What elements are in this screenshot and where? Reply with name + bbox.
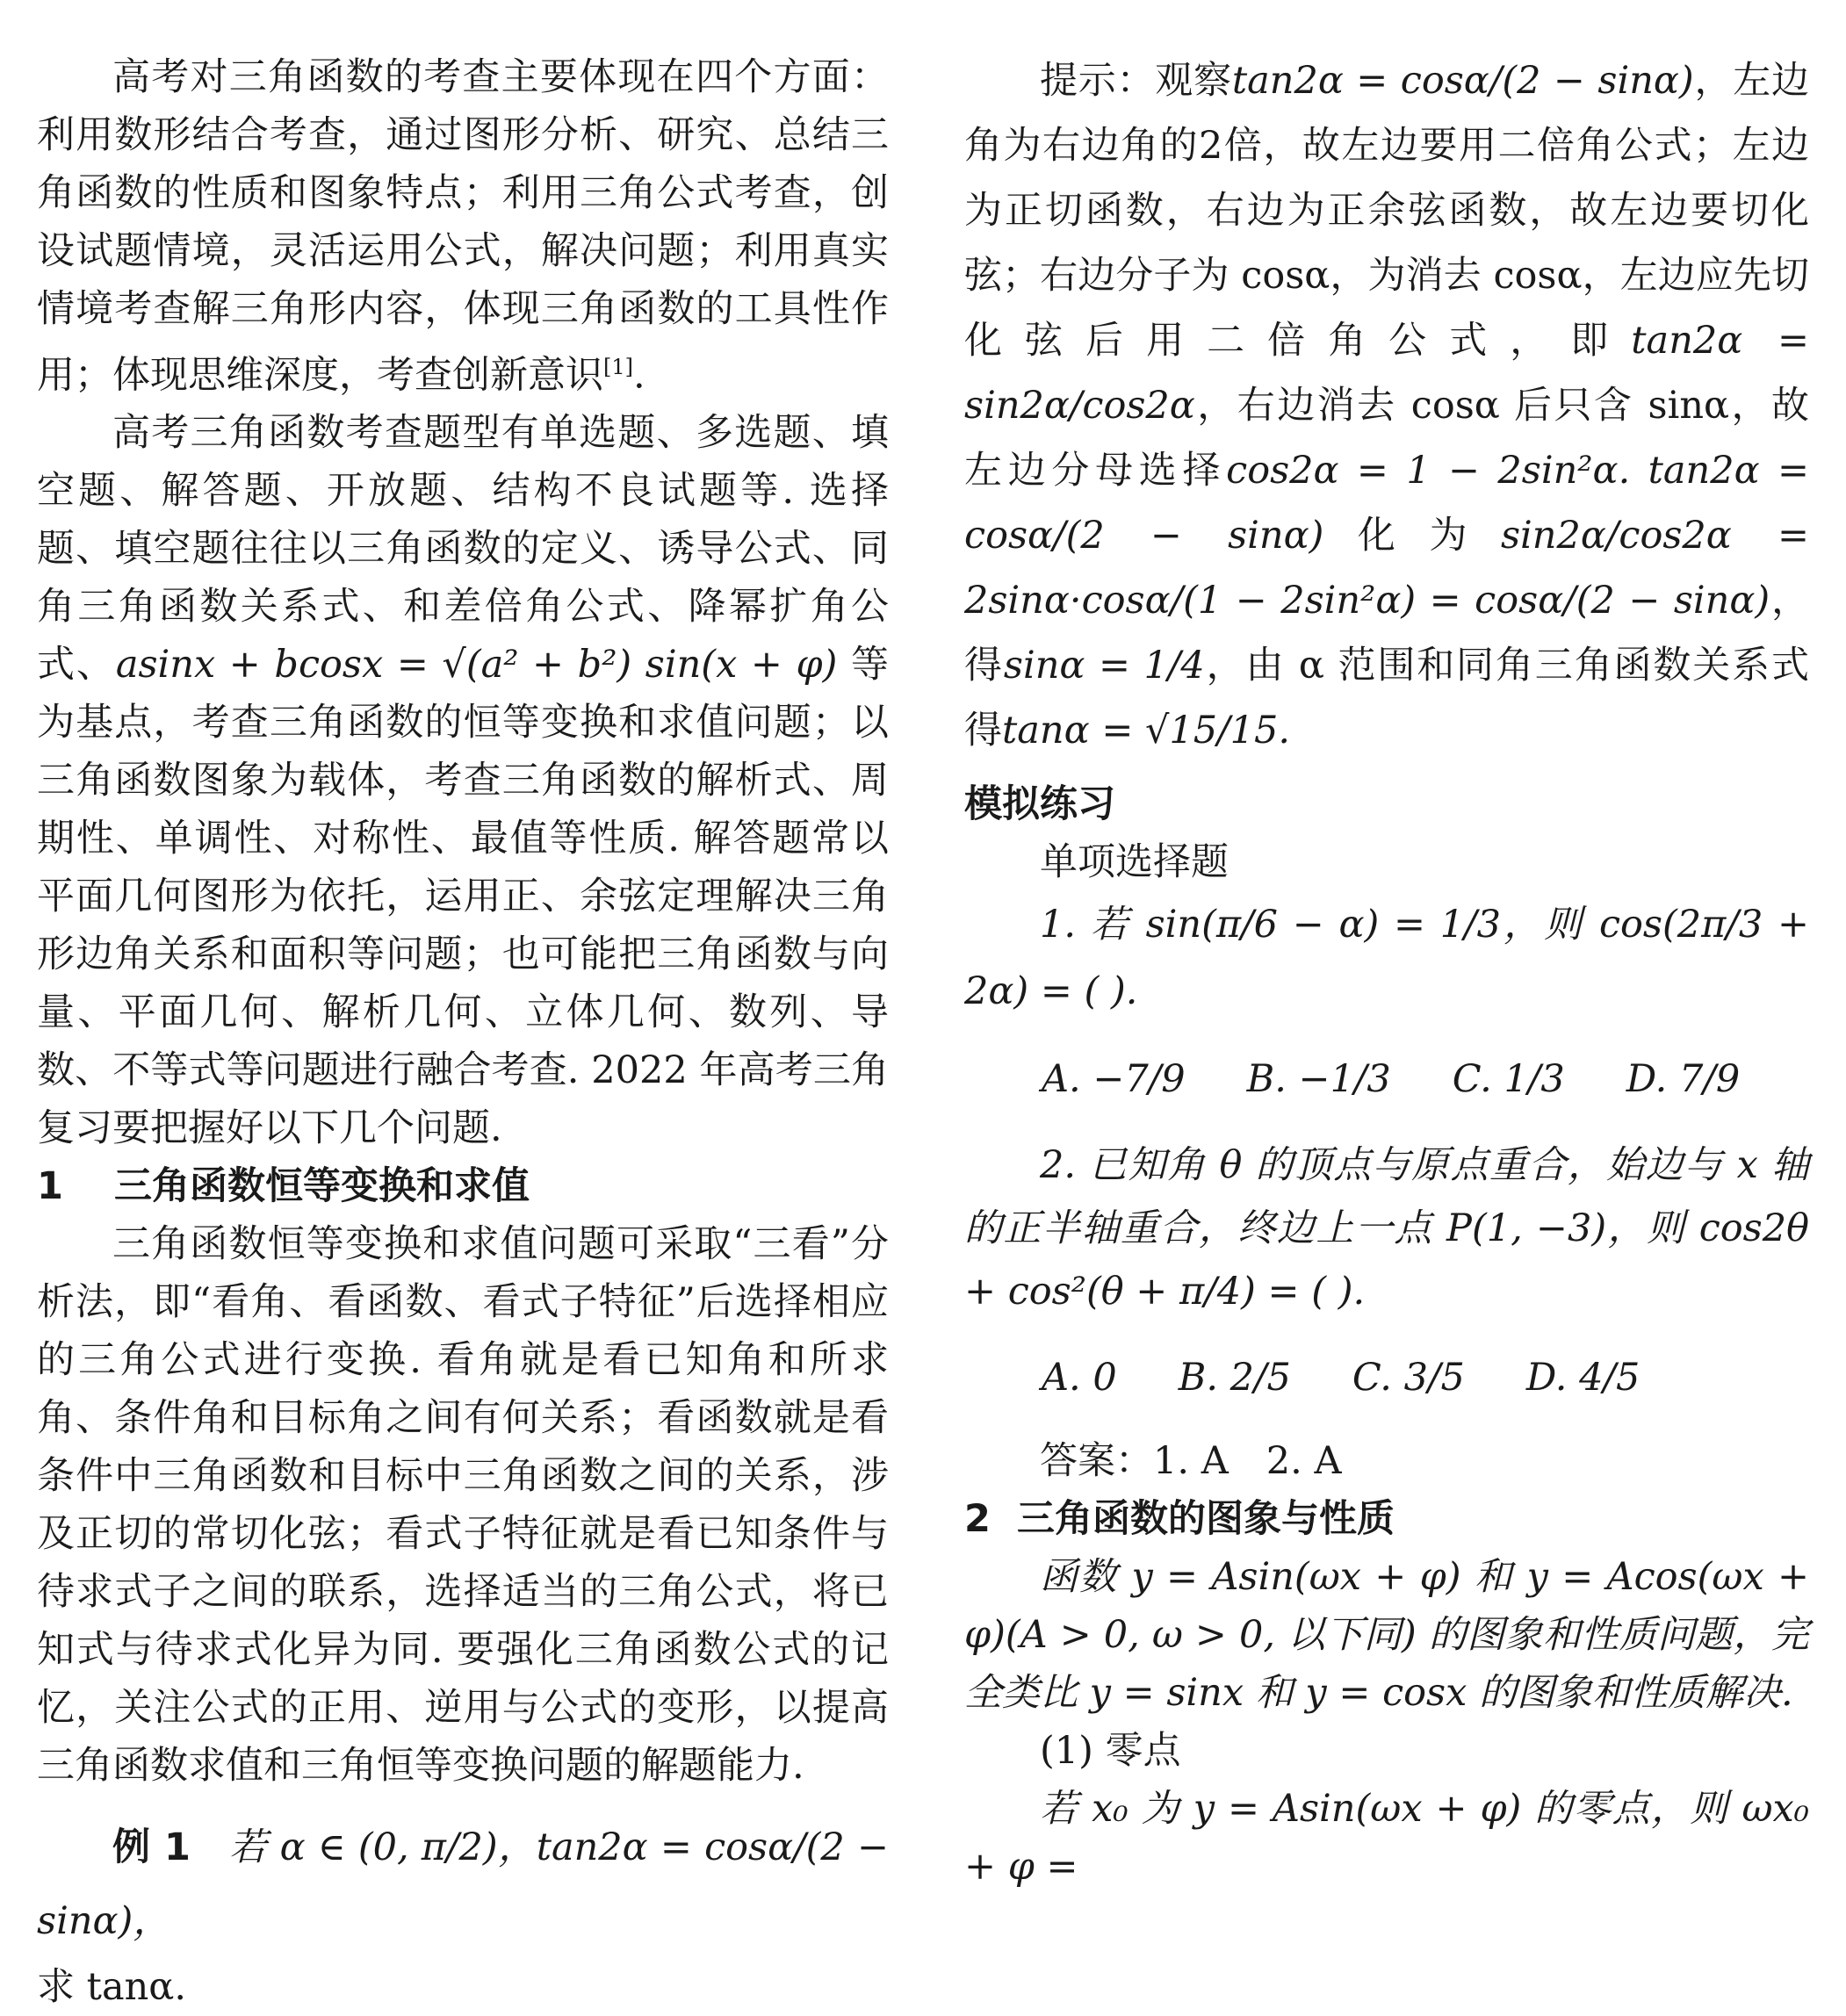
question-1-options — [964, 1025, 1809, 1134]
q2-option-a[interactable]: A. 0 — [1042, 1356, 1117, 1400]
hint-formula-6: tanα = √15/15. — [1002, 709, 1291, 752]
intro-paragraph: 高考对三角函数的考查主要体现在四个方面：利用数形结合考查，通过图形分析、研究、总结三角函数的性质和图象特点；利用三角公式考查，创设试题情境，灵活运用公式，解决问题；利用真实情境考查解三角形内容，体现三角函数的工具性作用；体现思维深度，考查创新意识[1]. — [37, 55, 889, 398]
q2-option-d[interactable]: D. 4/5 — [1525, 1356, 1640, 1400]
right-column — [964, 48, 1809, 1896]
left-column — [37, 48, 889, 2016]
hint-formula-2: tan2α = sin2α/cos2α — [964, 319, 1810, 428]
hint-formula-1: tan2α = cosα/(2 − sinα) — [1231, 59, 1694, 103]
question-types-paragraph: 高考三角函数考查题型有单选题、多选题、填空题、解答题、开放题、结构不良试题等. 选择题、填空题往往以三角函数的定义、诱导公式、同角三角函数关系式、和差倍角公式、降幂扩角公式、asinx + bcosx = √(a² + b²) sin(x + φ) 等为基点，考查三角函数的恒等变换和求值问题；以三角函数图象为载体，考查三角函数的解析式、周期性、单调性、对称性、最值等性质. 解答题常以平面几何图形为依托，运用正、余弦定理解决三角形边角关系和面积等问题；也可能把三角函数与向量、平面几何、解析几何、立体几何、数列、导数、不等式等问题进行融合考查. 2022 年高考三角复习要把握好以下几个问题. — [37, 411, 889, 1151]
answer-line: 答案：1. A 2. A — [1040, 1439, 1342, 1483]
single-choice-label: 单项选择题 — [1040, 840, 1229, 884]
graph-properties-paragraph: 函数 y = Asin(ωx + φ) 和 y = Acos(ωx + φ)(A > 0, ω > 0, 以下同) 的图象和性质问题，完全类比 y = sinx 和 y = cosx 的图象和性质解决. — [964, 1555, 1809, 1715]
q1-option-d[interactable]: D. 7/9 — [1626, 1057, 1741, 1101]
hint-formula-4: sin2α/cos2α = 2sinα·cosα/(1 − 2sin²α) = cosα/(2 − sinα) — [964, 514, 1810, 623]
example-label: 例 1 — [112, 1825, 191, 1870]
citation: [1] — [603, 355, 633, 379]
q2-option-c[interactable]: C. 3/5 — [1352, 1356, 1465, 1400]
question-2: 2. 已知角 θ 的顶点与原点重合，始边与 x 轴的正半轴重合，终边上一点 P(1, −3)，则 cos2θ + cos²(θ + π/4) = ( ). — [964, 1143, 1809, 1314]
example-1-question: 求 tanα. — [37, 1965, 186, 2010]
section-2-heading: 2 三角函数的图象与性质 — [964, 1497, 1395, 1541]
question-1: 1. 若 sin(π/6 − α) = 1/3，则 cos(2π/3 + 2α) = ( ). — [964, 903, 1809, 1013]
practice-heading: 模拟练习 — [964, 782, 1115, 826]
example-1: 例 1 若 α ∈ (0, π/2)，tan2α = cosα/(2 − sinα)， — [37, 1825, 889, 1944]
q1-option-a[interactable]: A. −7/9 — [1042, 1057, 1186, 1101]
q1-option-c[interactable]: C. 1/3 — [1452, 1057, 1565, 1101]
hint-paragraph: 提示：观察tan2α = cosα/(2 − sinα)，左边角为右边角的2倍，故左边要用二倍角公式；左边为正切函数，右边为正余弦函数，故左边要切化弦；右边分子为 cosα，为消去 cosα，左边应先切化弦后用二倍角公式，即tan2α = sin2α/cos2α，右边消去 cosα 后只含 sinα，故左边分母选择cos2α = 1 − 2sin²α. tan2α = cosα/(2 − sinα)化为sin2α/cos2α = 2sinα·cosα/(1 − 2sin²α) = cosα/(2 − sinα)，得sinα = 1/4，由 α 范围和同角三角函数关系式得tanα = √15/15. — [964, 59, 1810, 752]
three-look-paragraph: 三角函数恒等变换和求值问题可采取“三看”分析法，即“看角、看函数、看式子特征”后选择相应的三角公式进行变换. 看角就是看已知角和所求角、条件角和目标角之间有何关系；看函数就是看条件中三角函数和目标中三角函数之间的关系，涉及正切的常切化弦；看式子特征就是看已知条件与待求式子之间的联系，选择适当的三角公式，将已知式与待求式化异为同. 要强化三角函数公式的记忆，关注公式的正用、逆用与公式的变形，以提高三角函数求值和三角恒等变换问题的解题能力. — [37, 1222, 889, 1789]
question-2-options — [964, 1323, 1809, 1432]
hint-formula-3: cos2α = 1 − 2sin²α. tan2α = cosα/(2 − sinα) — [964, 449, 1809, 558]
aux-angle-formula: asinx + bcosx = √(a² + b²) sin(x + φ) — [115, 643, 838, 688]
zero-point-paragraph: 若 x₀ 为 y = Asin(ωx + φ) 的零点，则 ωx₀ + φ = — [964, 1787, 1809, 1889]
zero-point-subheading: (1) 零点 — [1040, 1729, 1181, 1773]
q2-option-b[interactable]: B. 2/5 — [1178, 1356, 1291, 1400]
hint-formula-5: sinα = 1/4 — [1003, 644, 1205, 688]
q1-option-b[interactable]: B. −1/3 — [1246, 1057, 1391, 1101]
section-1-heading: 1 三角函数恒等变换和求值 — [37, 1164, 530, 1209]
